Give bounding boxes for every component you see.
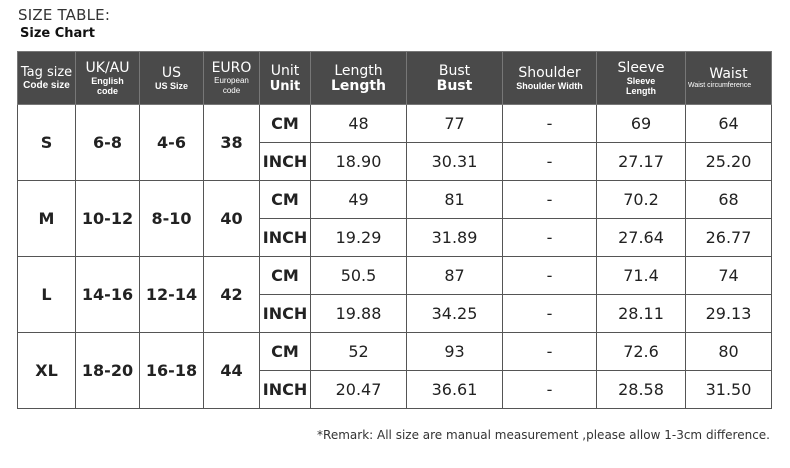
- table-row: [18, 105, 772, 143]
- sleeve-cell: 27.17: [597, 143, 686, 181]
- sleeve-cell: 71.4: [597, 257, 686, 295]
- waist-cell: 31.50: [686, 371, 772, 409]
- size-table-title: SIZE TABLE:: [18, 6, 111, 24]
- waist-cell: 80: [686, 333, 772, 371]
- size-chart-subtitle: Size Chart: [20, 26, 95, 41]
- length-cell: 18.90: [311, 143, 407, 181]
- shoulder-cell: -: [503, 219, 597, 257]
- unit-cell: INCH: [260, 295, 311, 333]
- shoulder-cell: -: [503, 371, 597, 409]
- shoulder-cell: -: [503, 257, 597, 295]
- tag-size-cell: S: [18, 105, 76, 181]
- table-row: [18, 257, 772, 295]
- bust-cell: 93: [407, 333, 503, 371]
- euro-cell: 42: [204, 257, 260, 333]
- header-euro: EURO European code: [204, 52, 260, 105]
- waist-cell: 26.77: [686, 219, 772, 257]
- length-cell: 20.47: [311, 371, 407, 409]
- bust-cell: 30.31: [407, 143, 503, 181]
- header-uk-au: UK/AU English code: [76, 52, 140, 105]
- length-cell: 49: [311, 181, 407, 219]
- header-row: [18, 52, 772, 105]
- us-cell: 16-18: [140, 333, 204, 409]
- length-cell: 19.88: [311, 295, 407, 333]
- bust-cell: 77: [407, 105, 503, 143]
- bust-cell: 34.25: [407, 295, 503, 333]
- sleeve-cell: 72.6: [597, 333, 686, 371]
- shoulder-cell: -: [503, 181, 597, 219]
- shoulder-cell: -: [503, 295, 597, 333]
- waist-cell: 25.20: [686, 143, 772, 181]
- uk-au-cell: 14-16: [76, 257, 140, 333]
- uk-au-cell: 18-20: [76, 333, 140, 409]
- unit-cell: CM: [260, 105, 311, 143]
- length-cell: 52: [311, 333, 407, 371]
- sleeve-cell: 28.58: [597, 371, 686, 409]
- size-table: [17, 51, 772, 409]
- bust-cell: 31.89: [407, 219, 503, 257]
- header-shoulder: Shoulder Shoulder Width: [503, 52, 597, 105]
- table-row: [18, 181, 772, 219]
- bust-cell: 36.61: [407, 371, 503, 409]
- tag-size-cell: XL: [18, 333, 76, 409]
- sleeve-cell: 69: [597, 105, 686, 143]
- shoulder-cell: -: [503, 333, 597, 371]
- unit-cell: CM: [260, 333, 311, 371]
- shoulder-cell: -: [503, 105, 597, 143]
- header-length: Length Length: [311, 52, 407, 105]
- tag-size-cell: M: [18, 181, 76, 257]
- unit-cell: INCH: [260, 371, 311, 409]
- unit-cell: INCH: [260, 219, 311, 257]
- euro-cell: 44: [204, 333, 260, 409]
- uk-au-cell: 6-8: [76, 105, 140, 181]
- unit-cell: CM: [260, 181, 311, 219]
- header-tag-size: Tag size Code size: [18, 52, 76, 105]
- bust-cell: 81: [407, 181, 503, 219]
- shoulder-cell: -: [503, 143, 597, 181]
- length-cell: 48: [311, 105, 407, 143]
- us-cell: 8-10: [140, 181, 204, 257]
- euro-cell: 38: [204, 105, 260, 181]
- waist-cell: 74: [686, 257, 772, 295]
- header-sleeve: Sleeve Sleeve Length: [597, 52, 686, 105]
- sleeve-cell: 28.11: [597, 295, 686, 333]
- header-bust: Bust Bust: [407, 52, 503, 105]
- euro-cell: 40: [204, 181, 260, 257]
- table-row: [18, 333, 772, 371]
- bust-cell: 87: [407, 257, 503, 295]
- uk-au-cell: 10-12: [76, 181, 140, 257]
- unit-cell: CM: [260, 257, 311, 295]
- waist-cell: 64: [686, 105, 772, 143]
- header-unit: Unit Unit: [260, 52, 311, 105]
- length-cell: 50.5: [311, 257, 407, 295]
- waist-cell: 68: [686, 181, 772, 219]
- sleeve-cell: 70.2: [597, 181, 686, 219]
- us-cell: 4-6: [140, 105, 204, 181]
- waist-cell: 29.13: [686, 295, 772, 333]
- unit-cell: INCH: [260, 143, 311, 181]
- remark-note: *Remark: All size are manual measurement ,please allow 1-3cm difference.: [317, 428, 770, 442]
- header-waist: Waist Waist circumference: [686, 52, 772, 105]
- tag-size-cell: L: [18, 257, 76, 333]
- length-cell: 19.29: [311, 219, 407, 257]
- sleeve-cell: 27.64: [597, 219, 686, 257]
- header-us: US US Size: [140, 52, 204, 105]
- us-cell: 12-14: [140, 257, 204, 333]
